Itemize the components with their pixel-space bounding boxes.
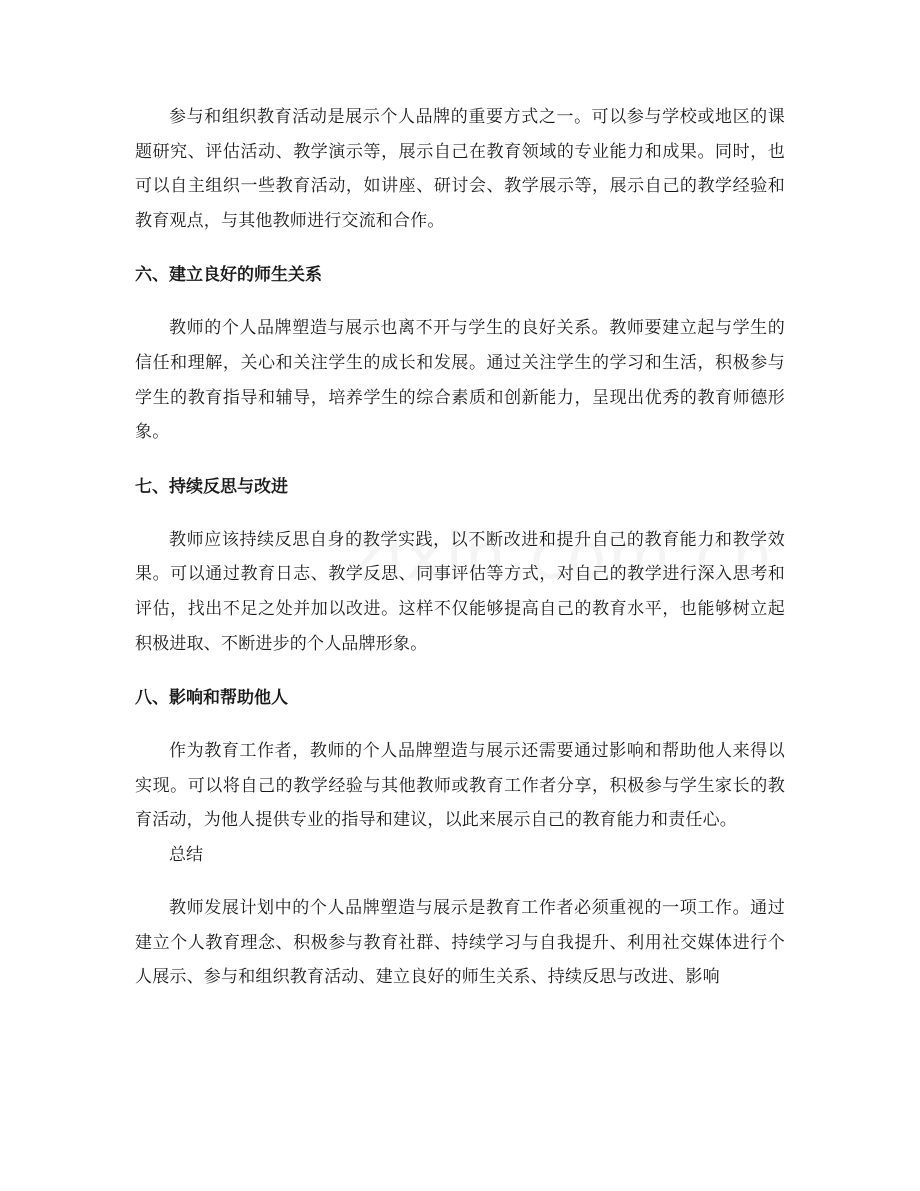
- paragraph-teacher-student-relationship: 教师的个人品牌塑造与展示也离不开与学生的良好关系。教师要建立起与学生的信任和理解，关心和关注学生的成长和发展。通过关注学生的学习和生活，积极参与学生的教育指导和辅导，培养学生的综合素质和创新能力，呈现出优秀的教育师德形象。: [135, 318, 785, 443]
- heading-teacher-student-relationship: 六、建立良好的师生关系: [135, 265, 322, 286]
- paragraph-reflection-improvement: 教师应该持续反思自身的教学实践，以不断改进和提升自己的教育能力和教学效果。可以通过教育日志、教学反思、同事评估等方式，对自己的教学进行深入思考和评估，找出不足之处并加以改进。这样不仅能够提高自己的教育水平，也能够树立起积极进取、不断进步的个人品牌形象。: [135, 529, 785, 654]
- heading-reflection-improvement: 七、持续反思与改进: [135, 476, 288, 497]
- paragraph-summary: 教师发展计划中的个人品牌塑造与展示是教育工作者必须重视的一项工作。通过建立个人教育理念、积极参与教育社群、持续学习与自我提升、利用社交媒体进行个人展示、参与和组织教育活动、建立良好的师生关系、持续反思与改进、影响: [135, 897, 785, 988]
- document-body: [135, 100, 785, 995]
- heading-influence-help-others: 八、影响和帮助他人: [135, 688, 288, 709]
- summary-label: 总结: [169, 844, 203, 865]
- paragraph-education-activities: 参与和组织教育活动是展示个人品牌的重要方式之一。可以参与学校或地区的课题研究、评估活动、教学演示等，展示自己在教育领域的专业能力和成果。同时，也可以自主组织一些教育活动，如讲座、研讨会、教学展示等，展示自己的教学经验和教育观点，与其他教师进行交流和合作。: [135, 107, 785, 231]
- paragraph-influence-help-others: 作为教育工作者，教师的个人品牌塑造与展示还需要通过影响和帮助他人来得以实现。可以将自己的教学经验与其他教师或教育工作者分享，积极参与学生家长的教育活动，为他人提供专业的指导和建议，以此来展示自己的教育能力和责任心。: [135, 741, 785, 831]
